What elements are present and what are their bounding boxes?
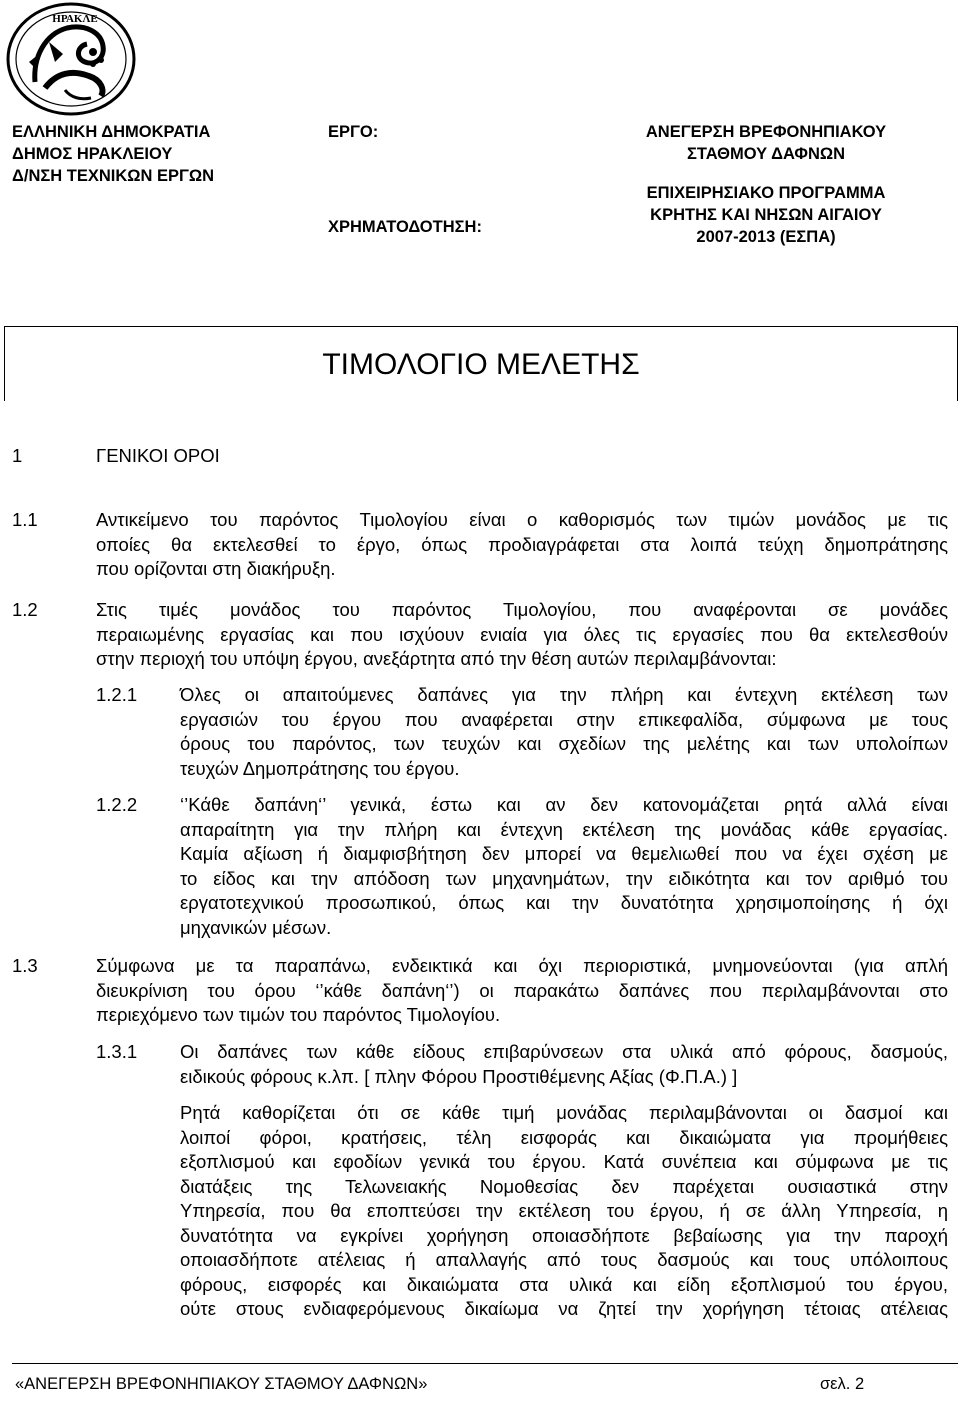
text-line: απαραίτητη για την πλήρη και έντεχνη εκτέλεση της μονάδας κάθε εργασίας.	[180, 818, 948, 840]
text-line: Ρητά καθορίζεται ότι σε κάθε τιμή μονάδας περιλαμβάνονται οι δασμοί και	[180, 1102, 948, 1123]
funding-program-line: ΚΡΗΤΗΣ ΚΑΙ ΝΗΣΩΝ ΑΙΓΑΙΟΥ	[650, 206, 882, 224]
footer-divider	[12, 1363, 958, 1364]
project-label: ΕΡΓΟ:	[328, 123, 379, 141]
text-line: διατάξεις της Τελωνειακής Νομοθεσίας δεν παρέχεται ουσιαστικά στην	[180, 1175, 948, 1197]
funding-program-line: ΕΠΙΧΕΙΡΗΣΙΑΚΟ ΠΡΟΓΡΑΜΜΑ	[646, 184, 886, 202]
paragraph	[96, 508, 948, 582]
text-line: το είδος και την απόδοση των μηχανημάτων, την ειδικότητα και τον αριθμό του	[180, 867, 948, 889]
text-line: μηχανικών μέσων.	[180, 916, 332, 938]
authority-line: ΕΛΛΗΝΙΚΗ ΔΗΜΟΚΡΑΤΙΑ	[12, 123, 211, 141]
text-line: που ορίζονται στη διακήρυξη.	[96, 558, 336, 579]
section-number: 1	[12, 445, 23, 466]
text-line: δυνατότητα να εγκρίνει χορήγηση οποιασδήποτε βεβαίωσης για την παροχή	[180, 1224, 948, 1246]
text-line: εργατοτεχνικού προσωπικού, όπως και την δυνατότητα χρησιμοποίησης ή όχι	[180, 892, 948, 913]
project-title-line: ΣΤΑΘΜΟΥ ΔΑΦΝΩΝ	[686, 145, 846, 163]
text-line: Όλες οι απαιτούμενες δαπάνες για την πλήρη και έντεχνη εκτέλεση των	[180, 684, 948, 705]
paragraph	[180, 1101, 948, 1322]
text-line: ούτε στους ενδιαφερόμενους δικαίωμα να ζητεί την χορήγηση τέτοιας ατέλειας	[180, 1298, 948, 1319]
section-heading	[12, 445, 220, 467]
text-line: Υπηρεσία, που θα εποπτεύσει την εκτέλεση του έργου, ή σε άλλη Υπηρεσία, η	[180, 1200, 948, 1221]
text-line: οποίες θα εκτελεσθεί το έργο, όπως προδιαγράφεται στα λοιπά τεύχη δημοπράτησης	[96, 533, 948, 555]
page-number: σελ. 2	[820, 1375, 865, 1393]
text-line: τευχών Δημοπράτησης του έργου.	[180, 757, 460, 779]
paragraph-number: 1.2.1	[96, 684, 138, 705]
municipal-emblem	[5, 2, 137, 116]
text-line: ειδικούς φόρους κ.λπ. [ πλην Φόρου Προστιθέμενης Αξίας (Φ.Π.Α.) ]	[180, 1065, 738, 1087]
text-line: περαιωμένης εργασίας και που ισχύουν ενιαία για όλες τις εργασίες που θα εκτελεσθούν	[96, 623, 948, 645]
paragraph-number: 1.3	[12, 955, 38, 976]
text-line: λοιποί φόροι, κρατήσεις, τέλη εισφοράς και δικαιώματα για προμήθειες	[180, 1126, 948, 1148]
paragraph-number: 1.1	[12, 509, 38, 530]
authority-line: ΔΗΜΟΣ ΗΡΑΚΛΕΙΟΥ	[12, 145, 173, 163]
project-title	[580, 121, 952, 165]
text-line: ‘’Κάθε δαπάνη‘’ γενικά, έστω και αν δεν κατονομάζεται ρητά αλλά είναι	[180, 794, 948, 815]
paragraph	[96, 598, 948, 672]
ancient-coin-emblem-icon	[5, 2, 137, 116]
text-line: στην περιοχή του υπόψη έργου, ανεξάρτητα από την θέση αυτών περιλαμβάνονται:	[96, 648, 777, 669]
paragraph	[180, 683, 948, 781]
text-line: Στις τιμές μονάδος του παρόντος Τιμολογίου, που αναφέρονται σε μονάδες	[96, 599, 948, 620]
section-title: ΓΕΝΙΚΟΙ ΟΡΟΙ	[96, 445, 220, 466]
paragraph-number: 1.2.2	[96, 794, 138, 815]
issuing-authority	[12, 121, 302, 187]
text-line: διευκρίνιση του όρου ‘’κάθε δαπάνη‘’) οι παρακάτω δαπάνες που περιλαμβάνονται στο	[96, 979, 948, 1001]
paragraph-number: 1.2	[12, 599, 38, 620]
text-line: οποιασδήποτε ατέλειας ή απαλλαγής από τους δασμούς και τους υπόλοιπους	[180, 1249, 948, 1270]
text-line: εξοπλισμού και εφοδίων γενικά του έργου. Κατά συνέπεια και σύμφωνα με τις	[180, 1151, 948, 1172]
text-line: περιεχόμενο των τιμών του παρόντος Τιμολογίου.	[96, 1004, 501, 1025]
text-line: φόρους, εισφορές και δικαιώματα στα υλικά και είδη εξοπλισμού του έργου,	[180, 1273, 948, 1295]
text-line: εργασιών του έργου που αναφέρεται στην επικεφαλίδα, σύμφωνα με τους	[180, 708, 948, 730]
funding-program	[580, 182, 952, 248]
emblem-lettering: ΗΡΑΚΛΕ	[52, 13, 98, 25]
paragraph	[180, 1040, 948, 1089]
footer-project-name: «ΑΝΕΓΕΡΣΗ ΒΡΕΦΟΝΗΠΙΑΚΟΥ ΣΤΑΘΜΟΥ ΔΑΦΝΩΝ»	[15, 1375, 428, 1393]
authority-line: Δ/ΝΣΗ ΤΕΧΝΙΚΩΝ ΕΡΓΩΝ	[12, 167, 215, 185]
funding-program-line: 2007-2013 (ΕΣΠΑ)	[696, 228, 836, 246]
paragraph-number: 1.3.1	[96, 1041, 138, 1062]
text-line: Οι δαπάνες των κάθε είδους επιβαρύνσεων στα υλικά από φόρους, δασμούς,	[180, 1041, 948, 1062]
funding-label: ΧΡΗΜΑΤΟΔΟΤΗΣΗ:	[328, 218, 482, 236]
paragraph	[96, 954, 948, 1028]
text-line: όρους του παρόντος, των τευχών και σχεδίων της μελέτης και των υπολοίπων	[180, 733, 948, 754]
text-line: Σύμφωνα με τα παραπάνω, ενδεικτικά και όχι περιοριστικά, μνημονεύονται (για απλή	[96, 955, 948, 976]
document-title: ΤΙΜΟΛΟΓΙΟ ΜΕΛΕΤΗΣ	[4, 326, 958, 401]
project-title-line: ΑΝΕΓΕΡΣΗ ΒΡΕΦΟΝΗΠΙΑΚΟΥ	[645, 123, 887, 141]
text-line: Καμία αξίωση ή διαμφισβήτηση δεν μπορεί να θεμελιωθεί που να έχει σχέση με	[180, 843, 948, 864]
text-line: Αντικείμενο του παρόντος Τιμολογίου είναι ο καθορισμός των τιμών μονάδος με τις	[96, 509, 948, 530]
paragraph	[180, 793, 948, 940]
